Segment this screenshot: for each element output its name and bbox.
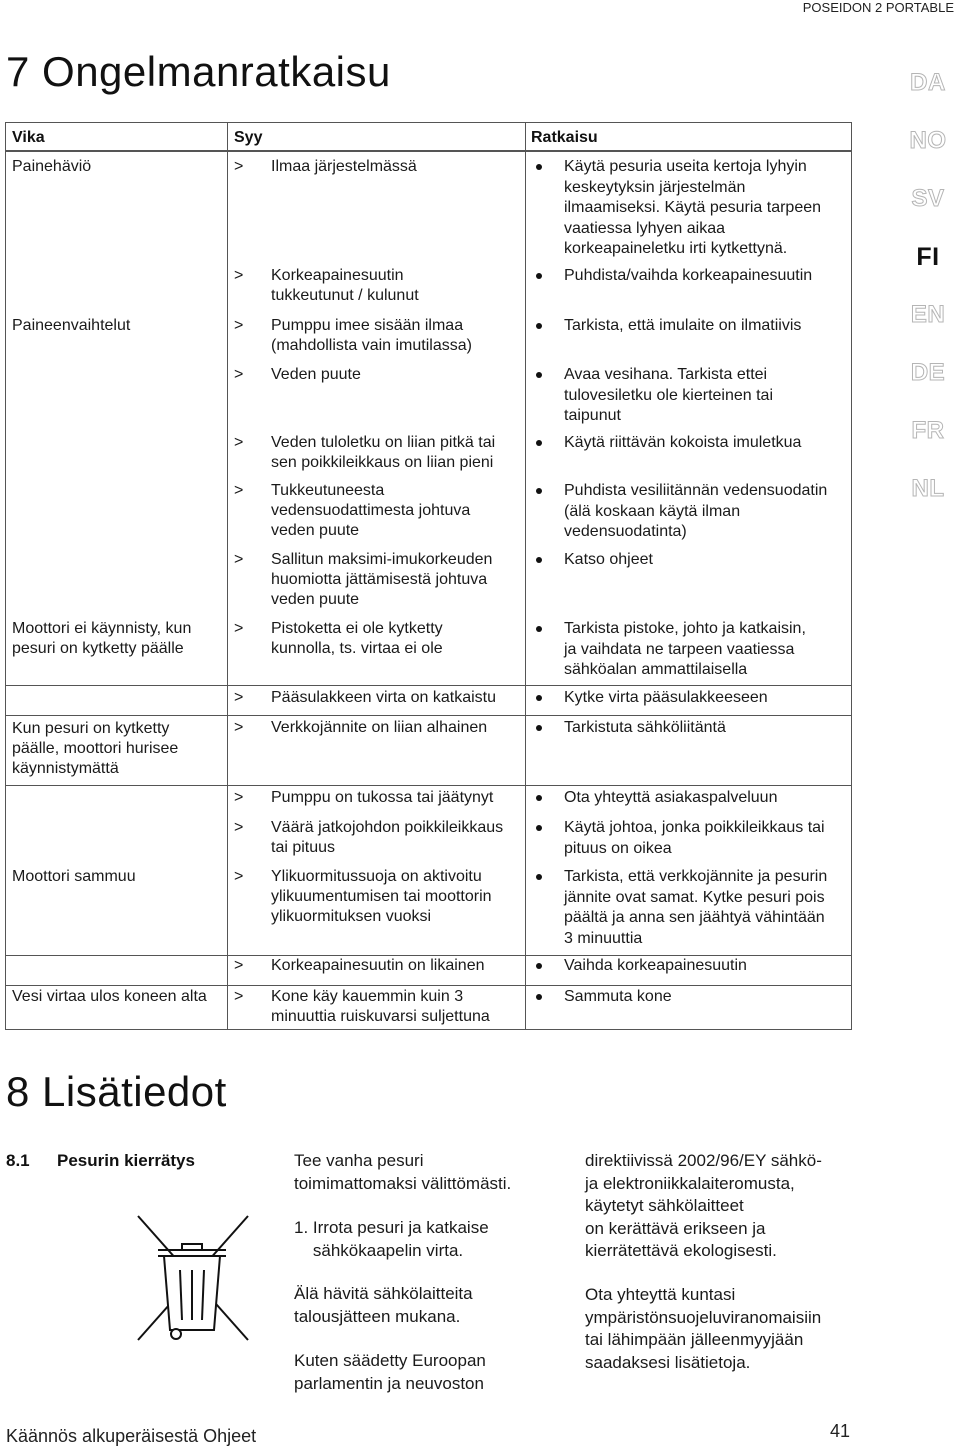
- header-fault: Vika: [12, 129, 45, 146]
- cause-marker: >: [234, 988, 244, 1005]
- cause-marker: >: [234, 957, 244, 974]
- solution-text: Käytä pesuria useita kertoja lyhyin keskeytyksin järjestelmän ilmaamiseksi. Käytä pesuria tarpeen vaatiessa lyhyen aikaa korkeapaineletku irti kytkettynä.: [564, 158, 822, 257]
- solution-bullet: [536, 488, 542, 494]
- solution-text: Sammuta kone: [564, 988, 672, 1005]
- language-tab-sv: [896, 170, 960, 228]
- solution-text: Katso ohjeet: [564, 551, 653, 568]
- cause-marker: >: [234, 689, 244, 706]
- solution-bullet: [536, 626, 542, 632]
- recycling-paragraph: Älä hävitä sähkölaitteita talousjätteen mukana.: [294, 1284, 473, 1326]
- fault-pressure-variation: Paineenvaihtelut: [12, 317, 131, 334]
- solution-bullet: [536, 963, 542, 969]
- cause-marker: >: [234, 868, 244, 885]
- solution-text: Käytä riittävän kokoista imuletkua: [564, 434, 802, 451]
- cause-marker: >: [234, 551, 244, 568]
- solution-text: Tarkista pistoke, johto ja katkaisin, ja vaihdata ne tarpeen vaatiessa sähköalan ammattilaisella: [564, 620, 806, 678]
- cause-text: Pistoketta ei ole kytketty kunnolla, ts. virtaa ei ole: [271, 620, 443, 657]
- cause-text: Korkeapainesuutin tukkeutunut / kulunut: [271, 267, 419, 304]
- solution-text: Ota yhteyttä asiakaspalveluun: [564, 789, 778, 806]
- cause-text: Pumppu imee sisään ilmaa (mahdollista vain imutilassa): [271, 317, 472, 354]
- cause-text: Verkkojännite on liian alhainen: [271, 719, 488, 736]
- section-7-title: 7 Ongelmanratkaisu: [6, 48, 391, 95]
- cause-text: Veden puute: [271, 366, 361, 383]
- cause-marker: >: [234, 819, 244, 836]
- language-tab-no: [896, 112, 960, 170]
- header-cause: Syy: [234, 129, 263, 146]
- row-divider: [6, 715, 851, 716]
- cause-text: Sallitun maksimi-imukorkeuden huomiotta jättämisestä johtuva veden puute: [271, 551, 493, 608]
- language-tab-nl: [896, 460, 960, 518]
- solution-text: Puhdista/vaihda korkeapainesuutin: [564, 267, 813, 284]
- language-tab-label: DE: [910, 359, 946, 386]
- solution-bullet: [536, 725, 542, 731]
- solution-text: Tarkistuta sähköliitäntä: [564, 719, 726, 736]
- fault-pressure-loss: Painehäviö: [12, 158, 92, 175]
- table-header: [6, 123, 851, 151]
- solution-bullet: [536, 323, 542, 329]
- language-tab-label: NL: [911, 475, 945, 502]
- subsection-title: Pesurin kierrätys: [57, 1151, 195, 1170]
- solution-bullet: [536, 825, 542, 831]
- solution-text: Tarkista, että verkkojännite ja pesurin jännite ovat samat. Kytke pesuri pois päältä ja anna sen jäähtyä vähintään 3 minuuttia: [564, 868, 828, 947]
- solution-bullet: [536, 372, 542, 378]
- header-solution: Ratkaisu: [531, 129, 598, 146]
- language-tab-en: [896, 286, 960, 344]
- solution-bullet: [536, 440, 542, 446]
- cause-text: Väärä jatkojohdon poikkileikkaus tai pituus: [271, 819, 504, 856]
- cause-text: Kone käy kauemmin kuin 3 minuuttia ruiskuvarsi suljettuna: [271, 988, 490, 1025]
- solution-bullet: [536, 164, 542, 170]
- crossed-out-wheelie-bin-icon: [130, 1212, 255, 1344]
- recycling-paragraph: direktiivissä 2002/96/EY sähkö- ja elektroniikkalaiteromusta, käytetyt sähkölaitteet on kerättävä erikseen ja kierrätettävä ekologisesti.: [585, 1151, 822, 1260]
- cause-text: Pumppu on tukossa tai jäätynyt: [271, 789, 494, 806]
- solution-text: Puhdista vesiliitännän vedensuodatin (älä koskaan käytä ilman vedensuodatinta): [564, 482, 828, 540]
- solution-bullet: [536, 874, 542, 880]
- cause-text: Ylikuormitussuoja on aktivoitu ylikuumentumisen tai moottorin ylikuormituksen vuoksi: [271, 868, 492, 925]
- language-tab-fr: [896, 402, 960, 460]
- recycling-paragraph: Kuten säädetty Euroopan parlamentin ja neuvoston: [294, 1351, 486, 1393]
- fault-water-leak: Vesi virtaa ulos koneen alta: [12, 988, 207, 1005]
- header-product: POSEIDON 2 PORTABLE: [802, 0, 954, 15]
- cause-marker: >: [234, 158, 244, 175]
- cause-text: Pääsulakkeen virta on katkaistu: [271, 689, 497, 706]
- solution-text: Käytä johtoa, jonka poikkileikkaus tai pituus on oikea: [564, 819, 825, 857]
- solution-text: Tarkista, että imulaite on ilmatiivis: [564, 317, 802, 334]
- cause-marker: >: [234, 434, 244, 451]
- solution-bullet: [536, 695, 542, 701]
- language-tab-label: FR: [911, 417, 945, 444]
- section-8-title: 8 Lisätiedot: [6, 1068, 227, 1115]
- solution-bullet: [536, 273, 542, 279]
- fault-motor-stops: Moottori sammuu: [12, 868, 136, 885]
- cause-marker: >: [234, 317, 244, 334]
- solution-text: Vaihda korkeapainesuutin: [564, 957, 747, 974]
- page-number: 41: [829, 1421, 850, 1441]
- language-tab-label: NO: [909, 127, 947, 154]
- fault-motor-not-start: Moottori ei käynnisty, kun pesuri on kytketty päälle: [12, 620, 192, 657]
- column-divider: [227, 123, 228, 1029]
- footer-translation-note: Käännös alkuperäisestä Ohjeet: [6, 1426, 257, 1446]
- cause-marker: >: [234, 482, 244, 499]
- fault-motor-hums: Kun pesuri on kytketty päälle, moottori hurisee käynnistymättä: [12, 720, 179, 777]
- solution-text: Avaa vesihana. Tarkista ettei tulovesiletku ole kierteinen tai taipunut: [564, 366, 774, 424]
- column-divider: [525, 123, 526, 1029]
- troubleshooting-table: [5, 122, 852, 1030]
- subsection-number: 8.1: [6, 1151, 30, 1170]
- cause-marker: >: [234, 719, 244, 736]
- cause-text: Veden tuloletku on liian pitkä tai sen poikkileikkaus on liian pieni: [271, 434, 496, 471]
- row-divider: [6, 151, 851, 152]
- cause-text: Ilmaa järjestelmässä: [271, 158, 417, 175]
- recycling-paragraph: Tee vanha pesuri toimimattomaksi välittömästi.: [294, 1151, 512, 1193]
- recycling-paragraph: Ota yhteyttä kuntasi ympäristönsuojeluviranomaisiin tai lähimpään jälleenmyyjään saadaksesi lisätietoja.: [585, 1285, 822, 1372]
- row-divider: [6, 985, 851, 986]
- cause-marker: >: [234, 789, 244, 806]
- solution-text: Kytke virta pääsulakkeeseen: [564, 689, 768, 706]
- language-tab-fi: [896, 228, 960, 286]
- cause-marker: >: [234, 620, 244, 637]
- language-tab-label: DA: [910, 69, 946, 96]
- language-tab-label: FI: [916, 242, 940, 271]
- language-tab-de: [896, 344, 960, 402]
- cause-marker: >: [234, 366, 244, 383]
- recycling-paragraph: 1. Irrota pesuri ja katkaise sähkökaapelin virta.: [294, 1218, 489, 1260]
- cause-text: Tukkeutuneesta vedensuodattimesta johtuva veden puute: [271, 482, 471, 539]
- language-tab-da: [896, 54, 960, 112]
- solution-bullet: [536, 795, 542, 801]
- language-tab-label: SV: [911, 185, 945, 212]
- solution-bullet: [536, 557, 542, 563]
- cause-marker: >: [234, 267, 244, 284]
- language-tabs: [896, 54, 960, 518]
- language-tab-label: EN: [910, 301, 946, 328]
- cause-text: Korkeapainesuutin on likainen: [271, 957, 485, 974]
- row-divider: [6, 685, 851, 686]
- row-divider: [6, 785, 851, 786]
- solution-bullet: [536, 994, 542, 1000]
